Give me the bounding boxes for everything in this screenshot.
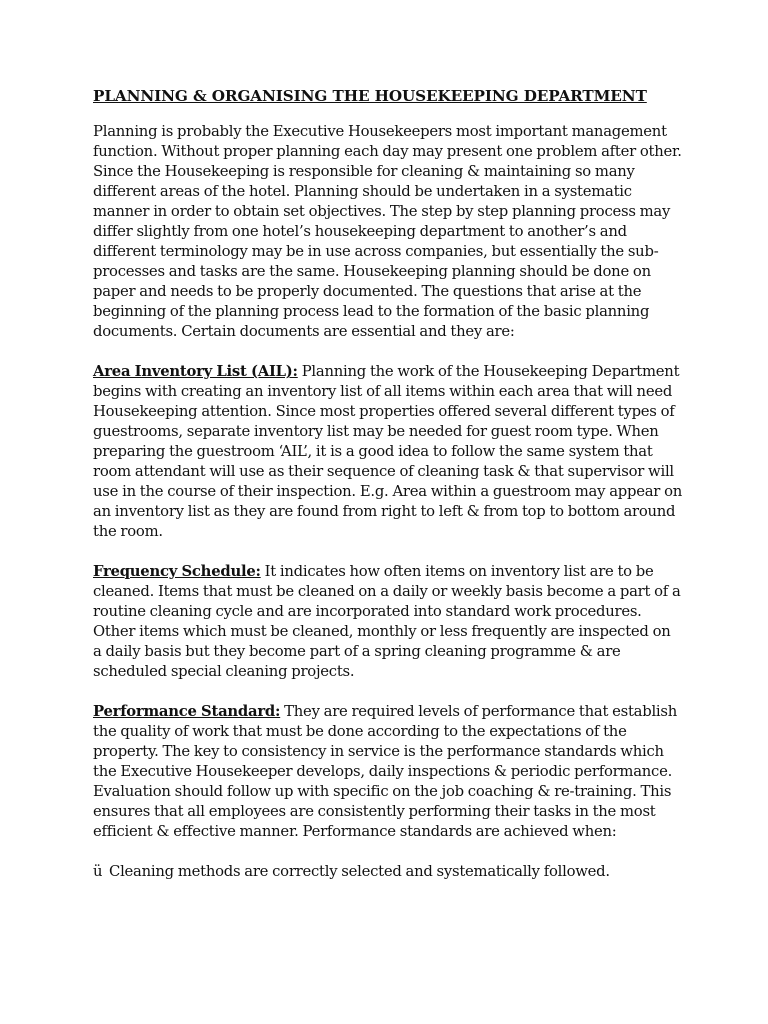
document-page <box>93 86 683 902</box>
intro-paragraph: Planning is probably the Executive Housekeepers most important management function. Without proper planning each day may present one problem after other. Since the Housekeeping is responsible for cleaning & maintaining so many different areas of the hotel. Planning should be undertaken in a systematic manner in order to obtain set objectives. The step by step planning process may differ slightly from one hotel’s housekeeping department to another’s and different terminology may be in use across companies, but essentially the sub-processes and tasks are the same. Housekeeping planning should be done on paper and needs to be properly documented. The questions that arise at the beginning of the planning process lead to the formation of the basic planning documents. Certain documents are essential and they are: <box>93 123 682 340</box>
bullet-text: Cleaning methods are correctly selected and systematically followed. <box>109 863 610 880</box>
section-body-performance-standard: They are required levels of performance that establish the quality of work that must be done according to the expectations of the property. The key to consistency in service is the performance standards which the Executive Housekeeper develops, daily inspections & periodic performance. Evaluation should follow up with specific on the job coaching & re-training. This ensures that all employees are consistently performing their tasks in the most efficient & effective manner. Performance standards are achieved when: <box>93 703 678 840</box>
bullet-item <box>93 862 683 882</box>
section-body-area-inventory: Planning the work of the Housekeeping Department begins with creating an inventory list of all items within each area that will need Housekeeping attention. Since most properties offered several different types of guestrooms, separate inventory list may be needed for guest room type. When preparing the guestroom ‘AIL’, it is a good idea to follow the same system that room attendant will use as their sequence of cleaning task & that supervisor will use in the course of their inspection. E.g. Area within a guestroom may appear on an inventory list as they are found from right to left & from top to bottom around the room. <box>93 363 683 540</box>
section-heading-area-inventory: Area Inventory List (AIL): <box>93 363 298 380</box>
checkmark-bullet-icon: ü <box>93 863 103 880</box>
section-heading-performance-standard: Performance Standard: <box>93 703 281 720</box>
section-performance-standard <box>93 702 683 842</box>
section-frequency-schedule <box>93 562 683 682</box>
section-heading-frequency-schedule: Frequency Schedule: <box>93 563 261 580</box>
section-area-inventory <box>93 362 683 542</box>
document-title: PLANNING & ORGANISING THE HOUSEKEEPING DEPARTMENT <box>93 87 647 105</box>
section-body-frequency-schedule: It indicates how often items on inventory list are to be cleaned. Items that must be cleaned on a daily or weekly basis become a part of a routine cleaning cycle and are incorporated into standard work procedures. Other items which must be cleaned, monthly or less frequently are inspected on a daily basis but they become part of a spring cleaning programme & are scheduled special cleaning projects. <box>93 563 681 680</box>
